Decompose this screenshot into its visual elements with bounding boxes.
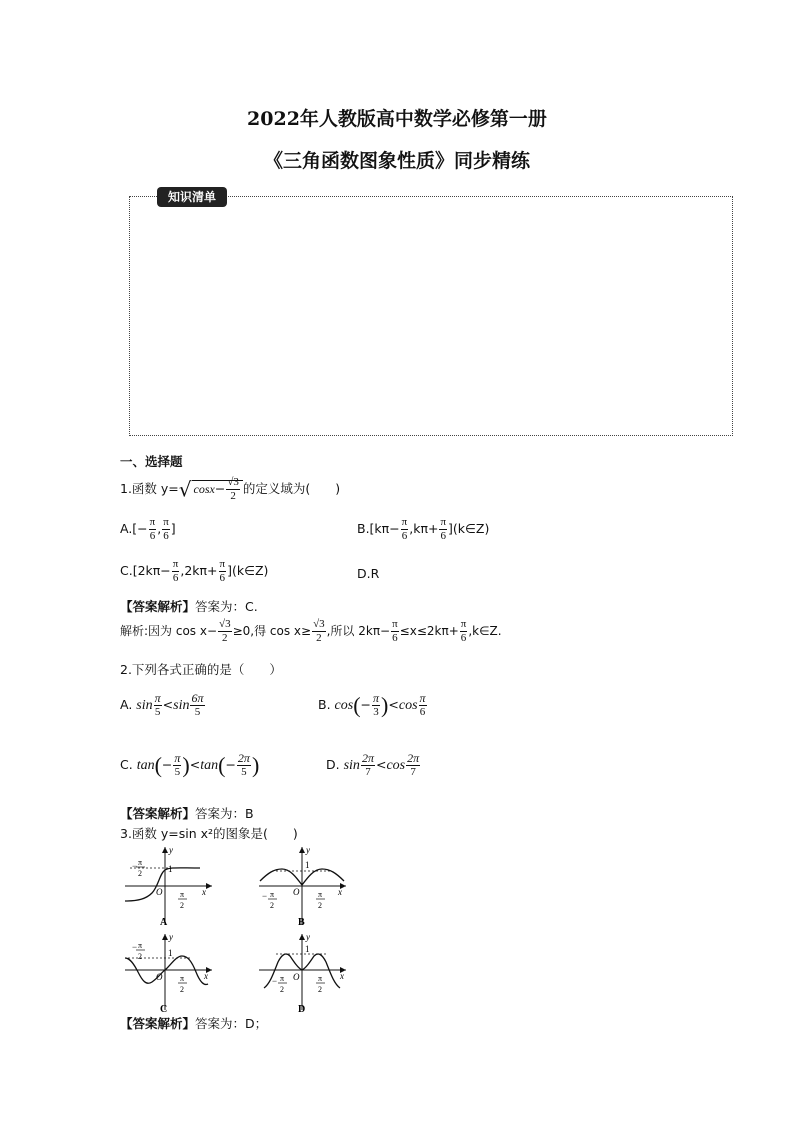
svg-text:−: − <box>272 976 278 986</box>
question-2-stem: 2.下列各式正确的是（ ） <box>120 662 282 677</box>
fraction: $\frac{√3}{2}$ <box>313 618 325 644</box>
svg-text:2: 2 <box>180 901 184 910</box>
graph-b[interactable] <box>254 843 354 928</box>
q1-answer <box>120 597 258 615</box>
answer-text: 答案为：B <box>195 806 254 821</box>
svg-text:y: y <box>306 845 310 855</box>
svg-text:x: x <box>338 887 342 897</box>
svg-text:2: 2 <box>270 901 274 910</box>
q1-option-c[interactable]: C.[2kπ− $\frac{\pi}{6}$ ,2kπ+ $\frac{\pi}{6}$ ](k∈Z) <box>120 558 269 584</box>
q2-option-c[interactable]: C. tan(− $\frac{\pi}{5}$ )<tan(− $\frac{2\pi}{5}$ ) <box>120 751 260 778</box>
svg-text:−: − <box>262 891 268 901</box>
fraction: $\frac{2\pi}{7}$ <box>407 751 420 778</box>
graph-label-b: B <box>298 917 305 928</box>
svg-text:π: π <box>318 890 323 899</box>
document-title: 2022年人教版高中数学必修第一册 <box>247 108 547 130</box>
svg-text:1: 1 <box>305 944 310 954</box>
knowledge-badge: 知识清单 <box>157 187 227 207</box>
svg-text:x: x <box>204 971 208 981</box>
svg-text:−: − <box>132 861 138 871</box>
fraction: $\frac{2\pi}{7}$ <box>361 751 374 778</box>
sqrt-sign: √ <box>178 477 192 502</box>
question-1-stem <box>120 476 340 503</box>
svg-text:2: 2 <box>280 985 284 994</box>
svg-text:y: y <box>306 932 310 942</box>
svg-text:2: 2 <box>318 985 322 994</box>
svg-text:2: 2 <box>138 952 142 961</box>
q2-option-d[interactable]: D. sin $\frac{2\pi}{7}$ <cos $\frac{2\pi}{7}$ <box>326 751 420 778</box>
fraction: $\frac{√3}{2}$ <box>219 618 231 644</box>
svg-text:O: O <box>156 972 163 982</box>
fraction: $\frac{\pi}{6}$ <box>419 691 426 718</box>
fraction: $\frac{\pi}{5}$ <box>174 751 181 778</box>
graph-label-a: A <box>160 917 168 928</box>
svg-text:1: 1 <box>168 948 173 958</box>
question-3-stem: 3.函数 y=sin x²的图象是( ) <box>120 826 298 841</box>
fraction: $\frac{6\pi}{5}$ <box>191 691 204 718</box>
q1-option-a[interactable]: A.[− $\frac{\pi}{6}$ , $\frac{\pi}{6}$ ] <box>120 516 176 542</box>
svg-text:x: x <box>340 971 344 981</box>
q1-option-d[interactable]: D.R <box>357 566 380 581</box>
fraction: $\frac{2\pi}{5}$ <box>237 751 250 778</box>
answer-label: 【答案解析】 <box>120 599 196 614</box>
svg-text:2: 2 <box>138 869 142 878</box>
svg-text:y: y <box>169 845 173 855</box>
svg-text:1: 1 <box>305 860 310 870</box>
fraction: $\frac{\pi}{3}$ <box>373 691 380 718</box>
svg-text:π: π <box>270 890 275 899</box>
fraction: $\frac{\pi}{6}$ <box>440 516 447 542</box>
document-subtitle: 《三角函数图象性质》同步精练 <box>263 150 530 172</box>
radicand: cosx− $\frac{√3}{2}$ <box>192 480 243 496</box>
q2-option-b[interactable]: B. cos(− $\frac{\pi}{3}$ )<cos $\frac{\pi}{6}$ <box>318 691 426 718</box>
fraction: $\frac{√3}{2}$ <box>227 476 239 502</box>
q2-option-a[interactable]: A. sin $\frac{\pi}{5}$ <sin $\frac{6\pi}{5}$ <box>120 691 204 718</box>
svg-text:π: π <box>280 974 285 983</box>
knowledge-box <box>129 196 733 436</box>
svg-text:−: − <box>132 942 138 952</box>
graph-d[interactable] <box>254 932 354 1017</box>
fraction: $\frac{\pi}{6}$ <box>401 516 408 542</box>
fraction: $\frac{\pi}{6}$ <box>392 618 398 644</box>
fraction: $\frac{\pi}{5}$ <box>154 691 161 718</box>
svg-text:π: π <box>180 890 185 899</box>
fraction: $\frac{\pi}{6}$ <box>149 516 156 542</box>
fraction: $\frac{\pi}{6}$ <box>172 558 179 584</box>
svg-text:π: π <box>180 974 185 983</box>
svg-text:π: π <box>138 941 143 950</box>
q1-explanation: 解析:因为 cos x− $\frac{√3}{2}$ ≥0,得 cos x≥ $\frac{√3}{2}$ ,所以 2kπ− $\frac{\pi}{6}$ ≤x≤2kπ+ $\frac{\pi}{6}$ ,k∈Z. <box>120 618 502 644</box>
answer-label: 【答案解析】 <box>120 1016 196 1031</box>
fraction: $\frac{\pi}{6}$ <box>163 516 169 542</box>
q2-answer <box>120 804 254 822</box>
graph-a[interactable] <box>120 843 220 928</box>
section-heading: 一、选择题 <box>120 454 183 469</box>
graph-label-c: C <box>160 1004 168 1015</box>
svg-text:O: O <box>293 887 300 897</box>
svg-text:1: 1 <box>168 864 173 874</box>
q1-prefix: 1.函数 y= <box>120 481 179 496</box>
graph-c[interactable] <box>120 932 220 1017</box>
svg-text:x: x <box>202 887 206 897</box>
svg-text:π: π <box>318 974 323 983</box>
svg-text:π: π <box>138 858 143 867</box>
answer-label: 【答案解析】 <box>120 806 196 821</box>
fraction: $\frac{\pi}{6}$ <box>460 618 467 644</box>
svg-text:2: 2 <box>318 901 322 910</box>
answer-text: 答案为：C. <box>195 599 258 614</box>
svg-text:y: y <box>169 932 173 942</box>
q3-answer <box>120 1014 267 1032</box>
q1-option-b[interactable]: B.[kπ− $\frac{\pi}{6}$ ,kπ+ $\frac{\pi}{6}$ ](k∈Z) <box>357 516 490 542</box>
graph-label-d: D <box>298 1004 306 1015</box>
answer-text: 答案为：D； <box>195 1016 268 1031</box>
svg-text:O: O <box>293 972 300 982</box>
q1-suffix: 的定义域为( ) <box>242 481 341 496</box>
svg-text:O: O <box>156 887 163 897</box>
fraction: $\frac{\pi}{6}$ <box>219 558 226 584</box>
svg-text:2: 2 <box>180 985 184 994</box>
